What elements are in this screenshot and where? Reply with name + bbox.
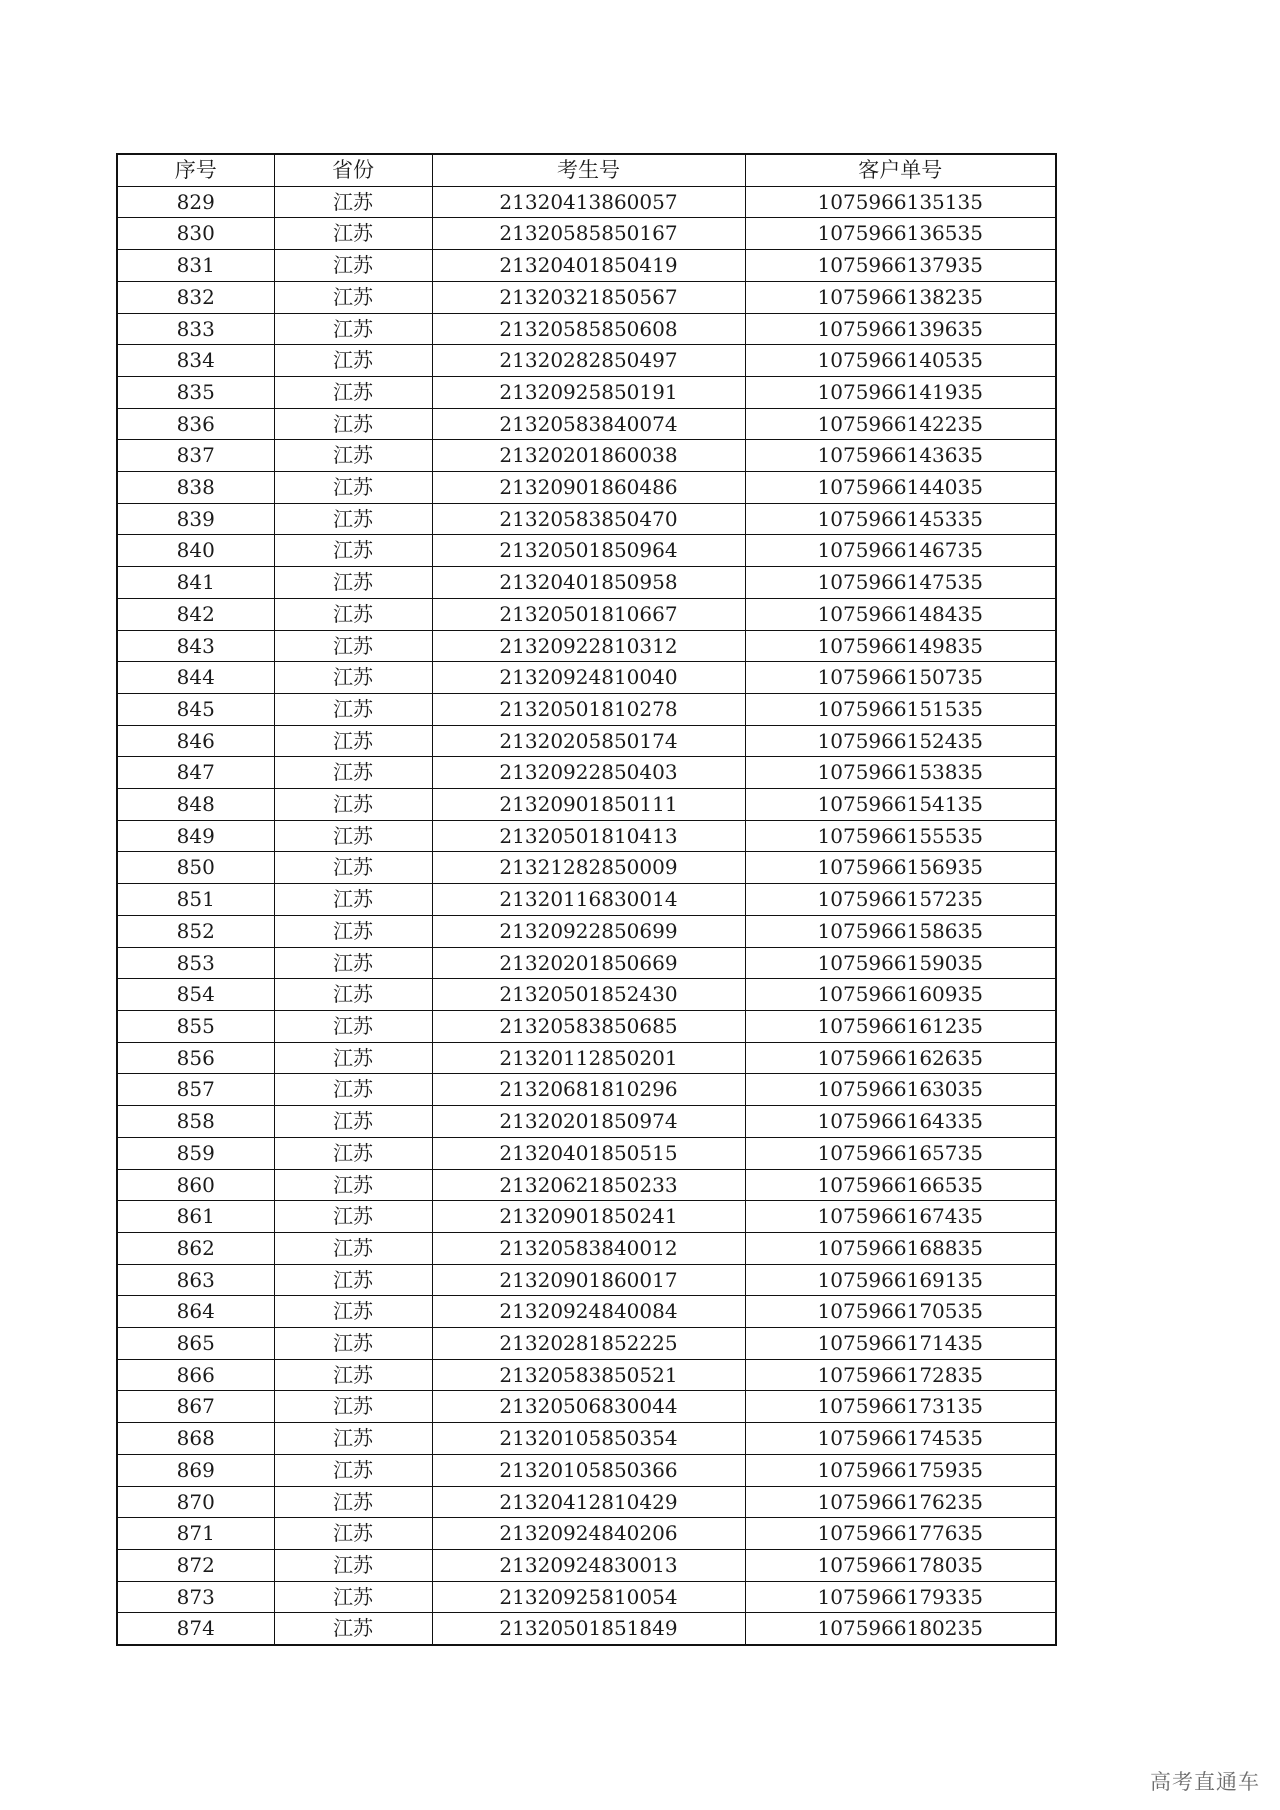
cell-customer-order-number: 1075966139635 — [745, 313, 1056, 345]
cell-province: 江苏 — [274, 789, 432, 821]
cell-candidate-number: 21320501852430 — [432, 979, 745, 1011]
cell-candidate-number: 21320924840084 — [432, 1296, 745, 1328]
cell-serial: 873 — [117, 1581, 274, 1613]
cell-candidate-number: 21320585850608 — [432, 313, 745, 345]
cell-candidate-number: 21320924830013 — [432, 1549, 745, 1581]
cell-customer-order-number: 1075966155535 — [745, 820, 1056, 852]
table-row — [117, 947, 1056, 979]
cell-serial: 835 — [117, 376, 274, 408]
table-row — [117, 1169, 1056, 1201]
cell-province: 江苏 — [274, 186, 432, 218]
cell-serial: 848 — [117, 789, 274, 821]
table-row — [117, 535, 1056, 567]
cell-serial: 855 — [117, 1010, 274, 1042]
cell-customer-order-number: 1075966138235 — [745, 281, 1056, 313]
cell-serial: 856 — [117, 1042, 274, 1074]
table-row — [117, 281, 1056, 313]
cell-candidate-number: 21320925850191 — [432, 376, 745, 408]
cell-customer-order-number: 1075966177635 — [745, 1518, 1056, 1550]
cell-customer-order-number: 1075966167435 — [745, 1201, 1056, 1233]
table-row — [117, 376, 1056, 408]
cell-candidate-number: 21320501851849 — [432, 1613, 745, 1645]
cell-customer-order-number: 1075966160935 — [745, 979, 1056, 1011]
cell-customer-order-number: 1075966173135 — [745, 1391, 1056, 1423]
cell-serial: 861 — [117, 1201, 274, 1233]
cell-serial: 832 — [117, 281, 274, 313]
table-row — [117, 1581, 1056, 1613]
cell-province: 江苏 — [274, 1264, 432, 1296]
cell-province: 江苏 — [274, 1359, 432, 1391]
cell-candidate-number: 21320501810667 — [432, 598, 745, 630]
table-row — [117, 1010, 1056, 1042]
cell-province: 江苏 — [274, 1454, 432, 1486]
cell-customer-order-number: 1075966171435 — [745, 1328, 1056, 1360]
table-row — [117, 1201, 1056, 1233]
cell-province: 江苏 — [274, 1010, 432, 1042]
cell-customer-order-number: 1075966150735 — [745, 662, 1056, 694]
cell-serial: 834 — [117, 345, 274, 377]
cell-province: 江苏 — [274, 1581, 432, 1613]
table-row — [117, 725, 1056, 757]
cell-candidate-number: 21320901850241 — [432, 1201, 745, 1233]
cell-serial: 868 — [117, 1423, 274, 1455]
table-row — [117, 820, 1056, 852]
cell-candidate-number: 21320281852225 — [432, 1328, 745, 1360]
cell-serial: 851 — [117, 884, 274, 916]
cell-customer-order-number: 1075966141935 — [745, 376, 1056, 408]
cell-candidate-number: 21320105850354 — [432, 1423, 745, 1455]
table-row — [117, 852, 1056, 884]
cell-customer-order-number: 1075966161235 — [745, 1010, 1056, 1042]
cell-serial: 842 — [117, 598, 274, 630]
cell-province: 江苏 — [274, 218, 432, 250]
cell-customer-order-number: 1075966174535 — [745, 1423, 1056, 1455]
header-province: 省份 — [274, 154, 432, 186]
table-row — [117, 345, 1056, 377]
cell-candidate-number: 21320583840012 — [432, 1232, 745, 1264]
cell-customer-order-number: 1075966179335 — [745, 1581, 1056, 1613]
cell-serial: 850 — [117, 852, 274, 884]
table-row — [117, 1328, 1056, 1360]
cell-candidate-number: 21320401850419 — [432, 250, 745, 282]
cell-candidate-number: 21320585850167 — [432, 218, 745, 250]
cell-customer-order-number: 1075966135135 — [745, 186, 1056, 218]
cell-province: 江苏 — [274, 1423, 432, 1455]
cell-province: 江苏 — [274, 820, 432, 852]
cell-province: 江苏 — [274, 630, 432, 662]
cell-candidate-number: 21320282850497 — [432, 345, 745, 377]
cell-customer-order-number: 1075966169135 — [745, 1264, 1056, 1296]
cell-province: 江苏 — [274, 1613, 432, 1645]
cell-candidate-number: 21320583850685 — [432, 1010, 745, 1042]
table-row — [117, 598, 1056, 630]
cell-candidate-number: 21320924810040 — [432, 662, 745, 694]
cell-province: 江苏 — [274, 1137, 432, 1169]
cell-province: 江苏 — [274, 567, 432, 599]
cell-candidate-number: 21320506830044 — [432, 1391, 745, 1423]
cell-candidate-number: 21320922810312 — [432, 630, 745, 662]
cell-serial: 837 — [117, 440, 274, 472]
cell-province: 江苏 — [274, 1328, 432, 1360]
table-row — [117, 1042, 1056, 1074]
cell-serial: 849 — [117, 820, 274, 852]
table-row — [117, 313, 1056, 345]
cell-serial: 829 — [117, 186, 274, 218]
cell-province: 江苏 — [274, 693, 432, 725]
cell-serial: 869 — [117, 1454, 274, 1486]
cell-customer-order-number: 1075966149835 — [745, 630, 1056, 662]
cell-province: 江苏 — [274, 376, 432, 408]
cell-serial: 858 — [117, 1106, 274, 1138]
data-table — [116, 153, 1057, 1646]
cell-customer-order-number: 1075966180235 — [745, 1613, 1056, 1645]
cell-customer-order-number: 1075966159035 — [745, 947, 1056, 979]
cell-candidate-number: 21320501850964 — [432, 535, 745, 567]
cell-province: 江苏 — [274, 1169, 432, 1201]
cell-candidate-number: 21320901850111 — [432, 789, 745, 821]
cell-serial: 853 — [117, 947, 274, 979]
cell-customer-order-number: 1075966148435 — [745, 598, 1056, 630]
cell-serial: 859 — [117, 1137, 274, 1169]
cell-province: 江苏 — [274, 598, 432, 630]
cell-serial: 866 — [117, 1359, 274, 1391]
cell-province: 江苏 — [274, 947, 432, 979]
cell-province: 江苏 — [274, 725, 432, 757]
cell-serial: 830 — [117, 218, 274, 250]
cell-serial: 852 — [117, 915, 274, 947]
table-row — [117, 884, 1056, 916]
cell-customer-order-number: 1075966172835 — [745, 1359, 1056, 1391]
table-row — [117, 472, 1056, 504]
cell-serial: 867 — [117, 1391, 274, 1423]
header-serial: 序号 — [117, 154, 274, 186]
table-row — [117, 1232, 1056, 1264]
cell-customer-order-number: 1075966153835 — [745, 757, 1056, 789]
cell-province: 江苏 — [274, 1486, 432, 1518]
cell-customer-order-number: 1075966166535 — [745, 1169, 1056, 1201]
cell-customer-order-number: 1075966165735 — [745, 1137, 1056, 1169]
cell-customer-order-number: 1075966145335 — [745, 503, 1056, 535]
cell-customer-order-number: 1075966143635 — [745, 440, 1056, 472]
cell-candidate-number: 21320501810278 — [432, 693, 745, 725]
cell-customer-order-number: 1075966163035 — [745, 1074, 1056, 1106]
cell-candidate-number: 21320116830014 — [432, 884, 745, 916]
cell-province: 江苏 — [274, 313, 432, 345]
table-row — [117, 1391, 1056, 1423]
cell-candidate-number: 21320412810429 — [432, 1486, 745, 1518]
table-row — [117, 250, 1056, 282]
cell-province: 江苏 — [274, 250, 432, 282]
table-row — [117, 757, 1056, 789]
cell-serial: 831 — [117, 250, 274, 282]
cell-serial: 840 — [117, 535, 274, 567]
cell-customer-order-number: 1075966146735 — [745, 535, 1056, 567]
cell-customer-order-number: 1075966176235 — [745, 1486, 1056, 1518]
table-row — [117, 915, 1056, 947]
cell-customer-order-number: 1075966162635 — [745, 1042, 1056, 1074]
cell-province: 江苏 — [274, 503, 432, 535]
cell-serial: 844 — [117, 662, 274, 694]
cell-customer-order-number: 1075966156935 — [745, 852, 1056, 884]
cell-province: 江苏 — [274, 281, 432, 313]
cell-candidate-number: 21320922850699 — [432, 915, 745, 947]
cell-province: 江苏 — [274, 1518, 432, 1550]
cell-customer-order-number: 1075966147535 — [745, 567, 1056, 599]
cell-province: 江苏 — [274, 884, 432, 916]
cell-serial: 838 — [117, 472, 274, 504]
table-row — [117, 979, 1056, 1011]
cell-candidate-number: 21321282850009 — [432, 852, 745, 884]
cell-serial: 864 — [117, 1296, 274, 1328]
cell-province: 江苏 — [274, 1296, 432, 1328]
cell-serial: 863 — [117, 1264, 274, 1296]
cell-province: 江苏 — [274, 472, 432, 504]
cell-province: 江苏 — [274, 915, 432, 947]
cell-candidate-number: 21320583840074 — [432, 408, 745, 440]
table-row — [117, 218, 1056, 250]
cell-customer-order-number: 1075966144035 — [745, 472, 1056, 504]
cell-province: 江苏 — [274, 1232, 432, 1264]
cell-province: 江苏 — [274, 440, 432, 472]
table-row — [117, 662, 1056, 694]
cell-candidate-number: 21320112850201 — [432, 1042, 745, 1074]
cell-customer-order-number: 1075966157235 — [745, 884, 1056, 916]
cell-serial: 870 — [117, 1486, 274, 1518]
table-row — [117, 1613, 1056, 1645]
cell-province: 江苏 — [274, 1106, 432, 1138]
table-row — [117, 186, 1056, 218]
table-row — [117, 567, 1056, 599]
cell-candidate-number: 21320401850958 — [432, 567, 745, 599]
cell-serial: 836 — [117, 408, 274, 440]
cell-serial: 841 — [117, 567, 274, 599]
cell-candidate-number: 21320201860038 — [432, 440, 745, 472]
cell-serial: 857 — [117, 1074, 274, 1106]
cell-serial: 846 — [117, 725, 274, 757]
cell-candidate-number: 21320201850974 — [432, 1106, 745, 1138]
table-row — [117, 1359, 1056, 1391]
cell-province: 江苏 — [274, 535, 432, 567]
cell-province: 江苏 — [274, 1201, 432, 1233]
cell-customer-order-number: 1075966178035 — [745, 1549, 1056, 1581]
table-header-row — [117, 154, 1056, 186]
cell-customer-order-number: 1075966152435 — [745, 725, 1056, 757]
cell-candidate-number: 21320501810413 — [432, 820, 745, 852]
table-row — [117, 1296, 1056, 1328]
cell-customer-order-number: 1075966151535 — [745, 693, 1056, 725]
cell-province: 江苏 — [274, 345, 432, 377]
cell-customer-order-number: 1075966136535 — [745, 218, 1056, 250]
table-row — [117, 408, 1056, 440]
cell-serial: 874 — [117, 1613, 274, 1645]
cell-province: 江苏 — [274, 757, 432, 789]
cell-candidate-number: 21320583850521 — [432, 1359, 745, 1391]
watermark-text: 高考直通车 — [1150, 1770, 1260, 1794]
cell-candidate-number: 21320321850567 — [432, 281, 745, 313]
cell-province: 江苏 — [274, 1549, 432, 1581]
cell-serial: 847 — [117, 757, 274, 789]
cell-candidate-number: 21320205850174 — [432, 725, 745, 757]
table-row — [117, 1518, 1056, 1550]
cell-serial: 860 — [117, 1169, 274, 1201]
cell-serial: 839 — [117, 503, 274, 535]
table-row — [117, 1549, 1056, 1581]
cell-candidate-number: 21320925810054 — [432, 1581, 745, 1613]
cell-candidate-number: 21320922850403 — [432, 757, 745, 789]
cell-candidate-number: 21320413860057 — [432, 186, 745, 218]
cell-candidate-number: 21320681810296 — [432, 1074, 745, 1106]
cell-serial: 872 — [117, 1549, 274, 1581]
cell-serial: 871 — [117, 1518, 274, 1550]
cell-candidate-number: 21320901860486 — [432, 472, 745, 504]
cell-candidate-number: 21320401850515 — [432, 1137, 745, 1169]
cell-customer-order-number: 1075966175935 — [745, 1454, 1056, 1486]
table-row — [117, 1454, 1056, 1486]
table-row — [117, 440, 1056, 472]
cell-candidate-number: 21320583850470 — [432, 503, 745, 535]
cell-customer-order-number: 1075966154135 — [745, 789, 1056, 821]
table-row — [117, 1264, 1056, 1296]
cell-province: 江苏 — [274, 662, 432, 694]
table-row — [117, 1106, 1056, 1138]
cell-province: 江苏 — [274, 1391, 432, 1423]
header-candidate-number: 考生号 — [432, 154, 745, 186]
cell-province: 江苏 — [274, 979, 432, 1011]
cell-candidate-number: 21320924840206 — [432, 1518, 745, 1550]
cell-candidate-number: 21320201850669 — [432, 947, 745, 979]
cell-customer-order-number: 1075966140535 — [745, 345, 1056, 377]
table-row — [117, 503, 1056, 535]
cell-province: 江苏 — [274, 1074, 432, 1106]
cell-serial: 854 — [117, 979, 274, 1011]
cell-customer-order-number: 1075966142235 — [745, 408, 1056, 440]
cell-customer-order-number: 1075966137935 — [745, 250, 1056, 282]
table-row — [117, 1423, 1056, 1455]
table-row — [117, 1074, 1056, 1106]
table-row — [117, 1486, 1056, 1518]
table-row — [117, 1137, 1056, 1169]
cell-serial: 865 — [117, 1328, 274, 1360]
cell-customer-order-number: 1075966168835 — [745, 1232, 1056, 1264]
cell-serial: 833 — [117, 313, 274, 345]
cell-customer-order-number: 1075966164335 — [745, 1106, 1056, 1138]
cell-serial: 843 — [117, 630, 274, 662]
cell-province: 江苏 — [274, 1042, 432, 1074]
cell-candidate-number: 21320105850366 — [432, 1454, 745, 1486]
cell-candidate-number: 21320621850233 — [432, 1169, 745, 1201]
cell-province: 江苏 — [274, 408, 432, 440]
cell-customer-order-number: 1075966158635 — [745, 915, 1056, 947]
table-row — [117, 630, 1056, 662]
header-customer-order-number: 客户单号 — [745, 154, 1056, 186]
cell-province: 江苏 — [274, 852, 432, 884]
table-row — [117, 693, 1056, 725]
cell-serial: 845 — [117, 693, 274, 725]
table-body — [117, 186, 1056, 1645]
cell-serial: 862 — [117, 1232, 274, 1264]
cell-candidate-number: 21320901860017 — [432, 1264, 745, 1296]
table-row — [117, 789, 1056, 821]
cell-customer-order-number: 1075966170535 — [745, 1296, 1056, 1328]
